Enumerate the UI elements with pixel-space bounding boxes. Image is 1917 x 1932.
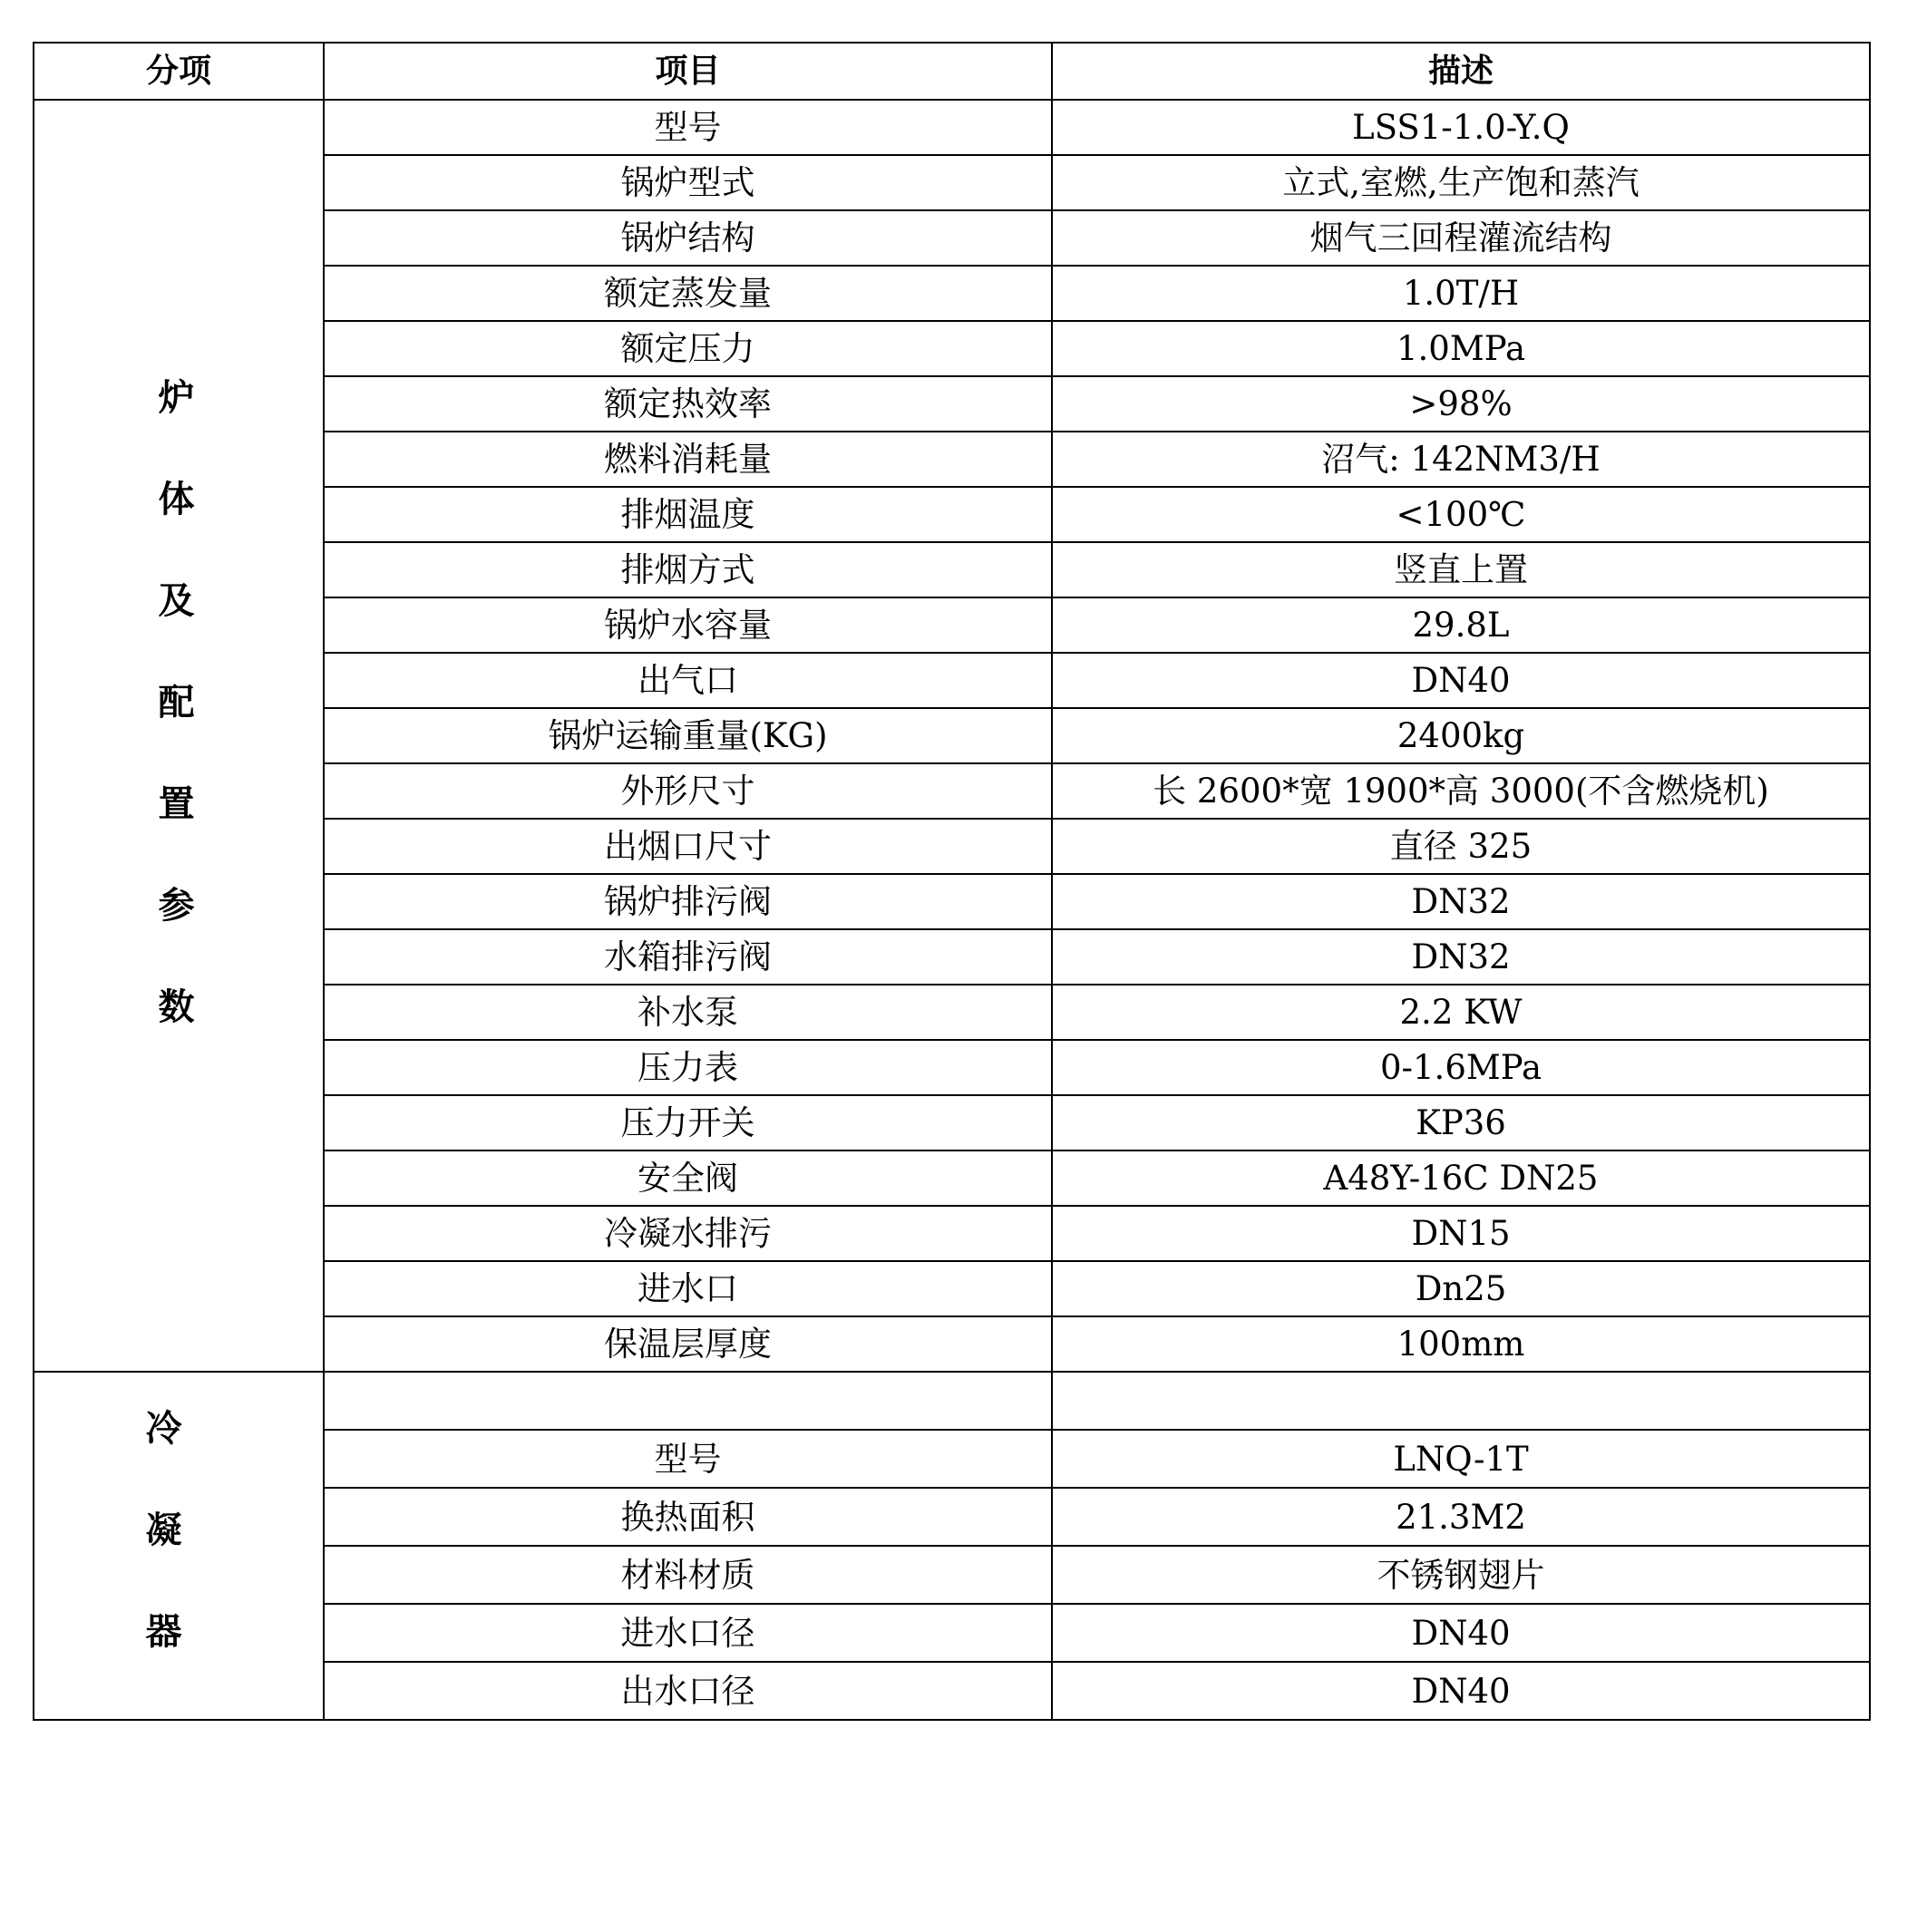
header-section: 分项 xyxy=(34,43,324,100)
description-cell: LNQ-1T xyxy=(1052,1430,1870,1488)
description-cell: 1.0MPa xyxy=(1052,321,1870,376)
description-cell: KP36 xyxy=(1052,1095,1870,1150)
item-cell: 外形尺寸 xyxy=(324,763,1052,819)
description-cell: 2400kg xyxy=(1052,708,1870,763)
item-cell: 型号 xyxy=(324,100,1052,155)
section-cell xyxy=(34,100,324,1372)
header-row xyxy=(34,43,1870,100)
item-cell: 燃料消耗量 xyxy=(324,432,1052,487)
item-cell: 补水泵 xyxy=(324,985,1052,1040)
item-cell: 锅炉运输重量(KG) xyxy=(324,708,1052,763)
item-cell: 压力开关 xyxy=(324,1095,1052,1150)
item-cell: 出水口径 xyxy=(324,1662,1052,1720)
description-cell: 0-1.6MPa xyxy=(1052,1040,1870,1095)
description-cell: DN15 xyxy=(1052,1206,1870,1261)
item-cell: 保温层厚度 xyxy=(324,1316,1052,1372)
header-description: 描述 xyxy=(1052,43,1870,100)
table-body xyxy=(34,100,1870,1720)
section-label: 冷凝器 xyxy=(140,1409,181,1714)
item-cell: 锅炉排污阀 xyxy=(324,874,1052,929)
header-item: 项目 xyxy=(324,43,1052,100)
description-cell: <100℃ xyxy=(1052,487,1870,542)
description-cell: 烟气三回程灌流结构 xyxy=(1052,210,1870,266)
item-cell: 安全阀 xyxy=(324,1150,1052,1206)
table-row xyxy=(34,100,1870,155)
item-cell: 型号 xyxy=(324,1430,1052,1488)
description-cell: LSS1-1.0-Y.Q xyxy=(1052,100,1870,155)
description-cell: 21.3M2 xyxy=(1052,1488,1870,1546)
description-cell: 直径 325 xyxy=(1052,819,1870,874)
description-cell xyxy=(1052,1372,1870,1430)
description-cell: DN40 xyxy=(1052,653,1870,708)
item-cell: 额定热效率 xyxy=(324,376,1052,432)
description-cell: 29.8L xyxy=(1052,597,1870,653)
description-cell: A48Y-16C DN25 xyxy=(1052,1150,1870,1206)
description-cell: 立式,室燃,生产饱和蒸汽 xyxy=(1052,155,1870,210)
item-cell: 排烟方式 xyxy=(324,542,1052,597)
item-cell: 压力表 xyxy=(324,1040,1052,1095)
description-cell: Dn25 xyxy=(1052,1261,1870,1316)
item-cell: 换热面积 xyxy=(324,1488,1052,1546)
item-cell: 出气口 xyxy=(324,653,1052,708)
description-cell: 不锈钢翅片 xyxy=(1052,1546,1870,1604)
description-cell: 竖直上置 xyxy=(1052,542,1870,597)
item-cell xyxy=(324,1372,1052,1430)
description-cell: 长 2600*宽 1900*高 3000(不含燃烧机) xyxy=(1052,763,1870,819)
item-cell: 进水口 xyxy=(324,1261,1052,1316)
item-cell: 进水口径 xyxy=(324,1604,1052,1662)
item-cell: 额定蒸发量 xyxy=(324,266,1052,321)
table-header xyxy=(34,43,1870,100)
spec-table xyxy=(33,42,1871,1721)
item-cell: 材料材质 xyxy=(324,1546,1052,1604)
description-cell: DN32 xyxy=(1052,929,1870,985)
section-label: 炉体及配置参数 xyxy=(152,377,194,1089)
item-cell: 排烟温度 xyxy=(324,487,1052,542)
item-cell: 锅炉结构 xyxy=(324,210,1052,266)
description-cell: 1.0T/H xyxy=(1052,266,1870,321)
description-cell: DN32 xyxy=(1052,874,1870,929)
description-cell: DN40 xyxy=(1052,1604,1870,1662)
item-cell: 出烟口尺寸 xyxy=(324,819,1052,874)
description-cell: >98% xyxy=(1052,376,1870,432)
description-cell: 100mm xyxy=(1052,1316,1870,1372)
item-cell: 锅炉型式 xyxy=(324,155,1052,210)
description-cell: 沼气: 142NM3/H xyxy=(1052,432,1870,487)
item-cell: 冷凝水排污 xyxy=(324,1206,1052,1261)
table-row xyxy=(34,1372,1870,1430)
description-cell: 2.2 KW xyxy=(1052,985,1870,1040)
section-cell xyxy=(34,1372,324,1720)
description-cell: DN40 xyxy=(1052,1662,1870,1720)
item-cell: 水箱排污阀 xyxy=(324,929,1052,985)
item-cell: 锅炉水容量 xyxy=(324,597,1052,653)
item-cell: 额定压力 xyxy=(324,321,1052,376)
